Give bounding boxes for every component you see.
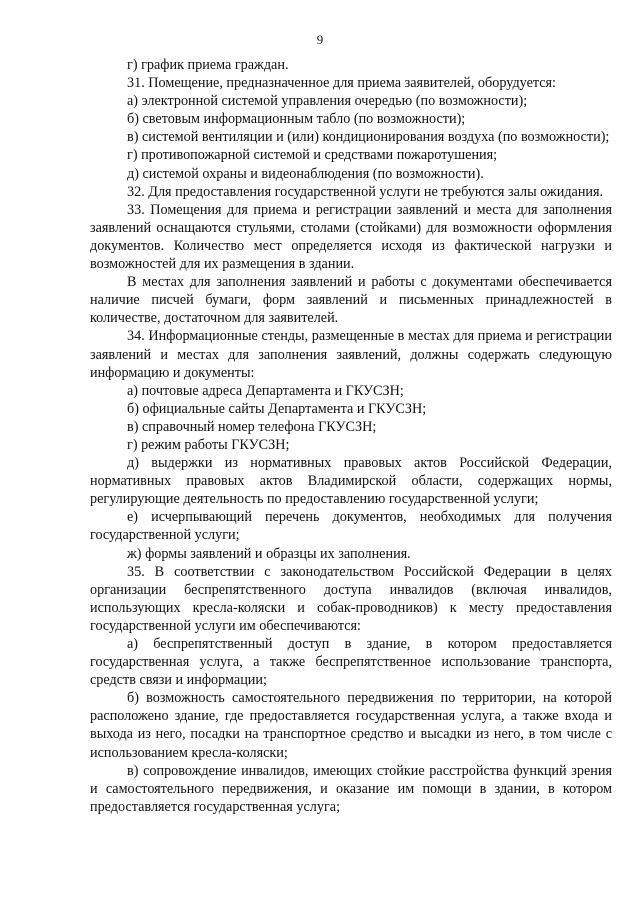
paragraph: б) официальные сайты Департамента и ГКУСЗН; bbox=[127, 400, 427, 417]
paragraph: 35. В соответствии с законодательством Российской Федерации в целях организации беспрепятственного доступа инвалидов (включая инвалидов, использующих кресла-коляски и собак-проводников) к месту предоставления государственной услуги им обеспечиваются: bbox=[90, 563, 612, 634]
paragraph: а) беспрепятственный доступ в здание, в котором предоставляется государственная услуга, а также беспрепятственное использование транспорта, средств связи и информации; bbox=[90, 636, 612, 689]
paragraph: 33. Помещения для приема и регистрации заявлений и места для заполнения заявлений оснащаются стульями, столами (стойками) для возможности оформления документов. Количество мест определяется исходя из фактической нагрузки и возможностей для их размещения в здании. bbox=[90, 201, 612, 273]
paragraph: ж) формы заявлений и образцы их заполнения. bbox=[127, 545, 411, 562]
paragraph: г) режим работы ГКУСЗН; bbox=[127, 436, 290, 453]
paragraph: 31. Помещение, предназначенное для приема заявителей, оборудуется: bbox=[127, 75, 557, 92]
paragraph: в) системой вентиляции и (или) кондиционирования воздуха (по возможности); bbox=[127, 129, 610, 146]
paragraph: В местах для заполнения заявлений и работы с документами обеспечивается наличие писчей бумаги, форм заявлений и письменных принадлежностей в количестве, достаточном для заявителей. bbox=[90, 274, 612, 327]
paragraph: 32. Для предоставления государственной услуги не требуются залы ожидания. bbox=[127, 183, 604, 200]
paragraph: а) почтовые адреса Департамента и ГКУСЗН; bbox=[127, 382, 404, 399]
paragraph: б) световым информационным табло (по возможности); bbox=[127, 111, 466, 128]
paragraph: в) сопровождение инвалидов, имеющих стойкие расстройства функций зрения и самостоятельного передвижения, и оказание им помощи в здании, в котором предоставляется государственная услуга; bbox=[90, 762, 612, 815]
paragraph: д) выдержки из нормативных правовых актов Российской Федерации, нормативных правовых актов Владимирской области, содержащих нормы, регулирующие деятельность по предоставлению государственной услуги; bbox=[90, 455, 612, 508]
paragraph: в) справочный номер телефона ГКУСЗН; bbox=[127, 418, 377, 435]
page-number: 9 bbox=[316, 32, 324, 47]
document-body bbox=[90, 56, 612, 816]
paragraph: д) системой охраны и видеонаблюдения (по возможности). bbox=[127, 165, 484, 182]
paragraph: а) электронной системой управления очередью (по возможности); bbox=[127, 93, 528, 110]
paragraph: 34. Информационные стенды, размещенные в местах для приема и регистрации заявлений и местах для заполнения заявлений, должны содержать следующую информацию и документы: bbox=[90, 328, 612, 381]
paragraph: г) противопожарной системой и средствами пожаротушения; bbox=[127, 147, 498, 164]
paragraph: б) возможность самостоятельного передвижения по территории, на которой расположено здание, где предоставляется государственная услуга, а также входа и выхода из него, посадки на транспортное средство и высадки из него, в том числе с использованием кресла-коляски; bbox=[90, 690, 612, 761]
paragraph: е) исчерпывающий перечень документов, необходимых для получения государственной услуги; bbox=[90, 509, 612, 544]
paragraph: г) график приема граждан. bbox=[127, 57, 289, 73]
